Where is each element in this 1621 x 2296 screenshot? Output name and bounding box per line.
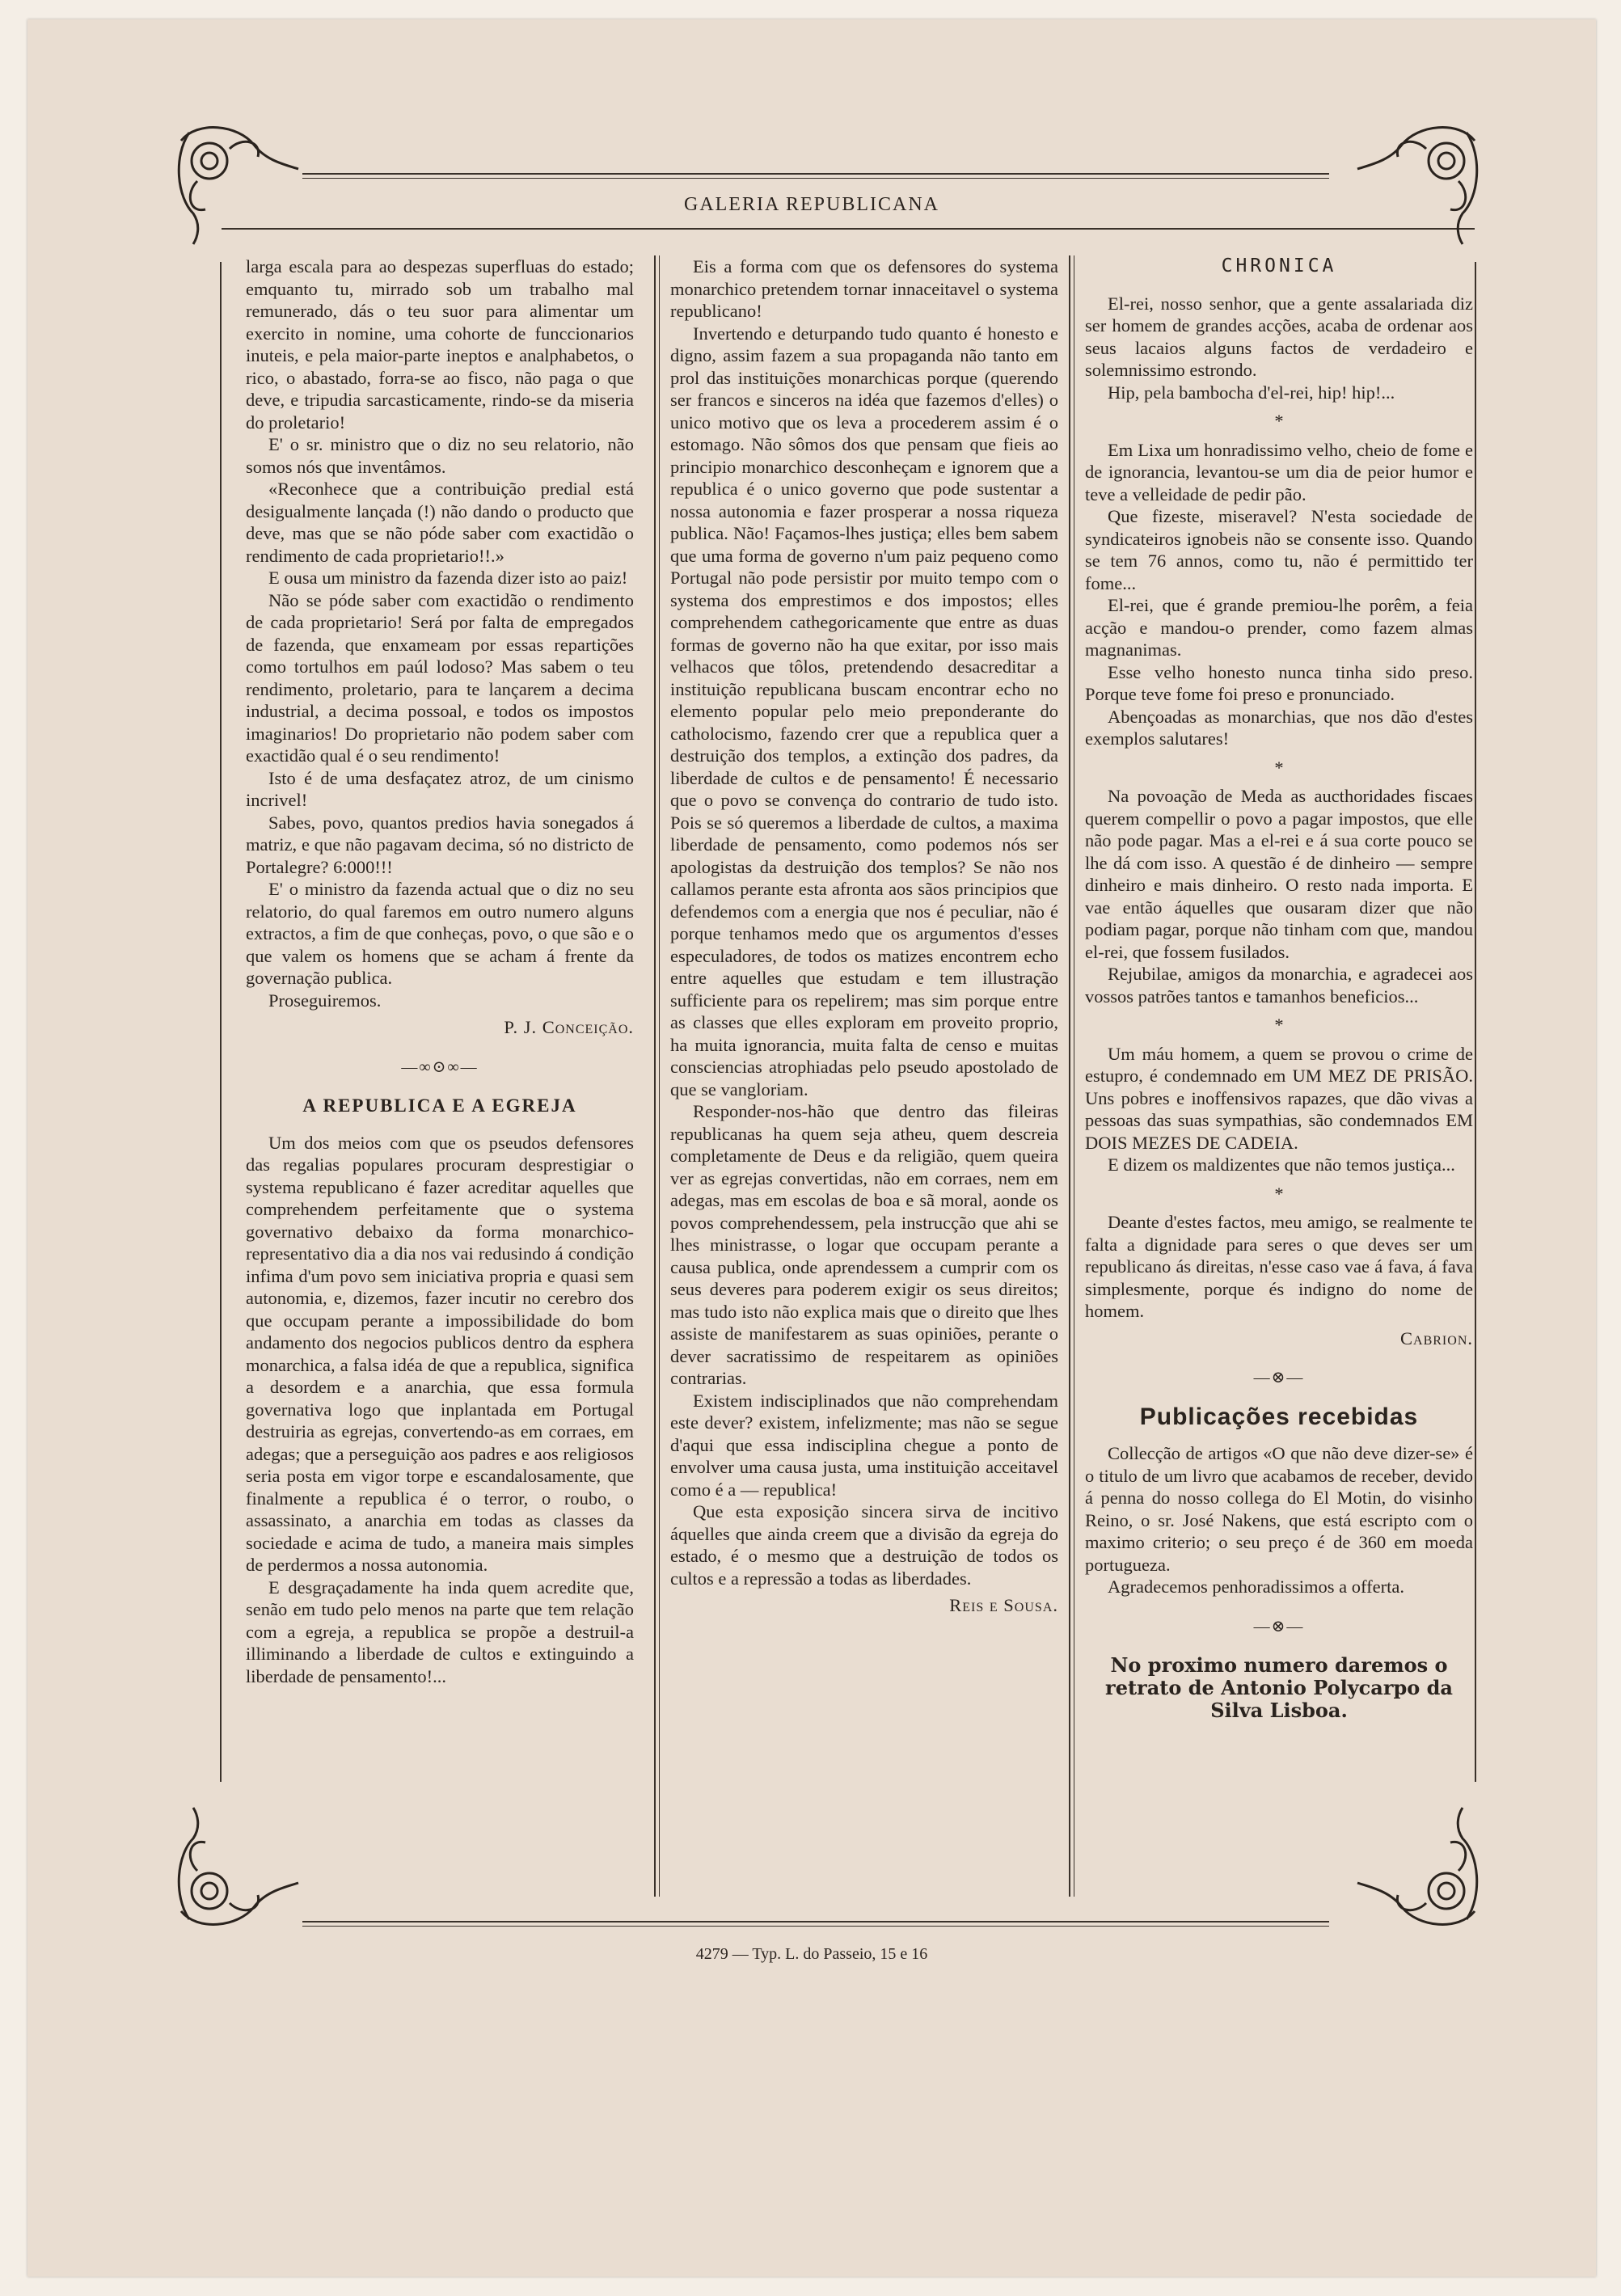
- section-title-chronica: CHRONICA: [1221, 255, 1337, 276]
- paragraph: E desgraçadamente ha inda quem acredite que, senão em tudo pelo menos na parte que tem relação com a egreja, a republica se propõe a destruil-a illiminando a liberdade de cultos e extinguindo a liberdade de pensamento!...: [246, 1576, 634, 1686]
- author-signature: P. J. Conceição.: [504, 1017, 634, 1037]
- printer-imprint: 4279 — Typ. L. do Passeio, 15 e 16: [695, 1945, 928, 1963]
- bottom-double-rule: [302, 1921, 1329, 1922]
- paragraph: E ousa um ministro da fazenda dizer isto ao paiz!: [268, 568, 628, 588]
- paragraph: Responder-nos-hão que dentro das fileiras republicanas ha quem seja atheu, quem descreia completamente de Deus e da religião, quem queira ver as egrejas convertidas, não em corraes, nem em adegas, mas em escolas de boa e sã moral, aonde os povos comprehendessem, pela instrucção que ahi se lhes ministrasse, o logar que occupam perante a causa publica, onde aprendessem a cumprir com os seus deveres para poderem exigir os seus direitos; mas tudo isto não explica mais que o direito que lhes assiste de manifestarem as suas opiniões, perante o dever sacratissimo de respeitarem as opiniões contrarias.: [670, 1101, 1058, 1388]
- column-3: [1085, 255, 1473, 1722]
- paragraph: Proseguiremos.: [268, 990, 382, 1011]
- paragraph: Isto é de uma desfaçatez atroz, de um cinismo incrivel!: [246, 767, 634, 810]
- ornament-top-left-icon: [165, 116, 302, 246]
- column-divider-1b: [659, 255, 660, 1897]
- paragraph: Abençoadas as monarchias, que nos dão d'estes exemplos salutares!: [1085, 706, 1473, 749]
- section-title-publicacoes: Publicações recebidas: [1139, 1403, 1419, 1430]
- paragraph: Invertendo e deturpando tudo quanto é honesto e digno, assim fazem a sua propaganda não tanto em prol das instituições monarchicas porque (querendo ser francos e sinceros na idéa que fazemos d'elles) o unico motivo que os leva a procederem assim é o estomago. Não sômos dos que pensam que fieis ao principio monarchico desconheçam e ignorem que a republica é o unico governo que pode sustentar a nossa autonomia e fazer prosperar a nossa riqueza publica. Não! Façamos-lhes justiça; elles bem sabem que uma forma de governo n'um paiz pequeno como Portugal não pode persistir por muito tempo com o systema dos emprestimos e dos impostos; elles comprehendem cathegoricamente que entre as duas formas de governo não ha que exitar, por isso mais velhacos que tôlos, pretendendo desacreditar a instituição republicana buscam encontrar echo no elemento popular pelo meio preponderante do catholocismo, fazendo crer que a republica quer a destruição dos templos, a extinção dos padres, da liberdade de cultos e de pensamento! É necessario que o povo se convença do contrario de tudo isto. Pois se só queremos a liberdade de cultos, a maxima liberdade de pensamento, como podemos nós ser apologistas da destruição dos templos? Se não nos callamos perante esta afronta aos sãos principios que defendemos com a energia que nos é peculiar, não é porque tenhamos medo que os argumentos d'esses especuladores, de todos os matizes encontrem echo entre aquelles que estudam e tem illustração sufficiente para os repelirem; mas sim porque entre as classes que elles exploram em proveito proprio, ha muita ignorancia, muita falta de censo e muitas consciencias atrophiadas pelo pseudo apostolado de que se vangloriam.: [670, 323, 1058, 1099]
- paragraph: Eis a forma com que os defensores do systema monarchico pretendem tornar innaceitavel o systema republicano!: [670, 256, 1058, 321]
- column-2: [670, 255, 1058, 1617]
- star-separator: *: [1274, 1015, 1284, 1035]
- paragraph: Não se póde saber com exactidão o rendimento de cada proprietario! Será por falta de empregados de fazenda, que enxameam por essas repartições como tortulhos em paúl lodoso? Mas sabem o teu rendimento, proletario, para te lançarem a decima industrial, a decima possoal, e todos os impostos imaginarios! Do proprietario não podem saber com exactidão qual é o seu rendimento!: [246, 589, 634, 766]
- column-divider-1: [654, 255, 656, 1897]
- newspaper-page: [27, 19, 1596, 2277]
- paragraph: E' o ministro da fazenda actual que o diz no seu relatorio, do qual faremos em outro numero alguns extractos, a fim de que conheças, povo, o que são e o que valem os homens que se acham á frente da governação publica.: [246, 879, 634, 988]
- paragraph: El-rei, nosso senhor, que a gente assalariada diz ser homem de grandes acções, acaba de ordenar aos seus lacaios alguns factos de verdadeiro e solemnissimo estrondo.: [1085, 293, 1473, 380]
- paragraph: Que esta exposição sincera sirva de incitivo áquelles que ainda creem que a divisão da egreja do estado, é o mesmo que a destruição de todos os cultos e a repressão a todas as liberdades.: [670, 1501, 1058, 1589]
- paragraph: Agradecemos penhoradissimos a offerta.: [1108, 1576, 1404, 1597]
- ornamental-separator: —∞⊙∞—: [401, 1057, 479, 1076]
- paragraph: Hip, pela bambocha d'el-rei, hip! hip!...: [1108, 382, 1395, 403]
- page-header-title: GALERIA REPUBLICANA: [683, 194, 939, 215]
- top-rule-2: [302, 178, 1329, 179]
- paragraph: Rejubilae, amigos da monarchia, e agradecei aos vossos patrões tantos e tamanhos beneficios...: [1085, 964, 1473, 1007]
- author-signature: Reis e Sousa.: [949, 1595, 1058, 1615]
- next-issue-notice: No proximo numero daremos o retrato de Antonio Polycarpo da Silva Lisboa.: [1105, 1653, 1453, 1722]
- star-separator: *: [1274, 757, 1284, 778]
- star-separator: *: [1274, 1183, 1284, 1204]
- header-rule: [222, 228, 1475, 230]
- article-title: A REPUBLICA E A EGREJA: [302, 1095, 577, 1116]
- bottom-rule-2: [302, 1926, 1329, 1927]
- top-double-rule: [302, 173, 1329, 175]
- paragraph: «Reconhece que a contribuição predial está desigualmente lançada (!) não dando o producto que deve, mas que se não póde saber com exactidão o rendimento de cada proprietario!!.»: [246, 479, 634, 566]
- paragraph: Em Lixa um honradissimo velho, cheio de fome e de ignorancia, levantou-se um dia de peior humor e teve a velleidade de pedir pão.: [1085, 439, 1473, 504]
- paragraph: Esse velho honesto nunca tinha sido preso. Porque teve fome foi preso e pronunciado.: [1085, 661, 1473, 704]
- paragraph: Sabes, povo, quantos predios havia sonegados á matriz, e que não pagavam decima, só no districto de Portalegre? 6:000!!!: [246, 812, 634, 877]
- ornament-top-right-icon: [1353, 116, 1491, 246]
- column-1: [246, 255, 634, 1687]
- paragraph: El-rei, que é grande premiou-lhe porêm, a feia acção e mandou-o prender, como fazem almas magnanimas.: [1085, 595, 1473, 660]
- paragraph: Um dos meios com que os pseudos defensores das regalias populares procuram desprestigiar o systema republicano é fazer acreditar aquelles que comprehendem perfeitamente que o systema governativo debaixo da forma monarchico-representativo dia a dia nos vai redusindo á condição infima d'um povo sem iniciativa propria e quasi sem autonomia, e, dizemos, fazer incutir no cerebro dos que occupam perante a impossibilidade do bom andamento dos negocios publicos dentro da esphera monarchica, a falsa idéa de que a republica, significa a desordem e a anarchia, que essa formula governativa logo que inplantada em Portugal destruiria as egrejas, convertendo-as em corraes, em adegas; que a perseguição aos padres e aos religiosos seria posta em vigor torpe e escandalosamente, que finalmente a republica é o terror, o roubo, o assassinato, a anarchia em todas as classes da sociedade e acima de tudo, a maneira mais simples de perdermos a nossa autonomia.: [246, 1132, 634, 1575]
- left-border: [220, 262, 222, 1782]
- paragraph: Que fizeste, miseravel? N'esta sociedade de syndicateiros ignobeis não se consente isso. Quando se tem 76 annos, como tu, não é permittido ter fome...: [1085, 506, 1473, 593]
- ornamental-separator: —⊗—: [1253, 1617, 1305, 1635]
- paragraph: Deante d'estes factos, meu amigo, se realmente te falta a dignidade para seres o que deves ser um republicano ás direitas, n'esse caso vae á fava, á fava simplesmente, porque és indigno do nome de homem.: [1085, 1212, 1473, 1321]
- star-separator: *: [1274, 411, 1284, 431]
- author-signature: Cabrion.: [1400, 1327, 1473, 1348]
- paragraph: larga escala para ao despezas superfluas do estado; emquanto tu, mirrado sob um trabalho mal remunerado, dás o teu suor para alimentar um exercito in nomine, uma cohorte de funccionarios inuteis, e pela maior-parte ineptos e analphabetos, o rico, o abastado, forra-se ao fisco, não paga o que deve, e tripudia sarcasticamente, rindo-se da miseria do proletario!: [246, 256, 634, 433]
- right-border: [1475, 262, 1476, 1782]
- paragraph: Existem indisciplinados que não comprehendam este dever? existem, infelizmente; mas não se segue d'aqui que essa indisciplina chegue a ponto de envolver uma causa justa, uma instituição acceitavel como é a — republica!: [670, 1390, 1058, 1500]
- ornament-bottom-left-icon: [165, 1806, 302, 1935]
- ornamental-separator: —⊗—: [1253, 1369, 1305, 1386]
- column-divider-2: [1069, 255, 1070, 1897]
- paragraph: Collecção de artigos «O que não deve dizer-se» é o titulo de um livro que acabamos de receber, devido á penna do nosso collega do El Motin, do visinho Reino, o sr. José Nakens, que está escripto com o maximo criterio; o seu preço é de 360 em moeda portugueza.: [1085, 1443, 1473, 1575]
- paragraph: Um máu homem, a quem se provou o crime de estupro, é condemnado em UM MEZ DE PRISÃO. Uns pobres e inoffensivos rapazes, que dão vivas a pessoas das suas sympathias, são condemnados EM DOIS MEZES DE CADEIA.: [1085, 1043, 1473, 1153]
- paragraph: E' o sr. ministro que o diz no seu relatorio, não somos nós que inventâmos.: [246, 434, 634, 477]
- ornament-bottom-right-icon: [1353, 1806, 1491, 1935]
- paragraph: E dizem os maldizentes que não temos justiça...: [1108, 1154, 1455, 1175]
- paragraph: Na povoação de Meda as aucthoridades fiscaes querem compellir o povo a pagar impostos, que elle não pode pagar. Mas a el-rei e á sua corte pouco se lhe dá com isso. A questão é de dinheiro — sempre dinheiro e mais dinheiro. O resto nada importa. E vae então áquelles que ousaram dizer que não podiam pagar, porque não tinham com que, mandou el-rei, que fossem fusilados.: [1085, 786, 1473, 962]
